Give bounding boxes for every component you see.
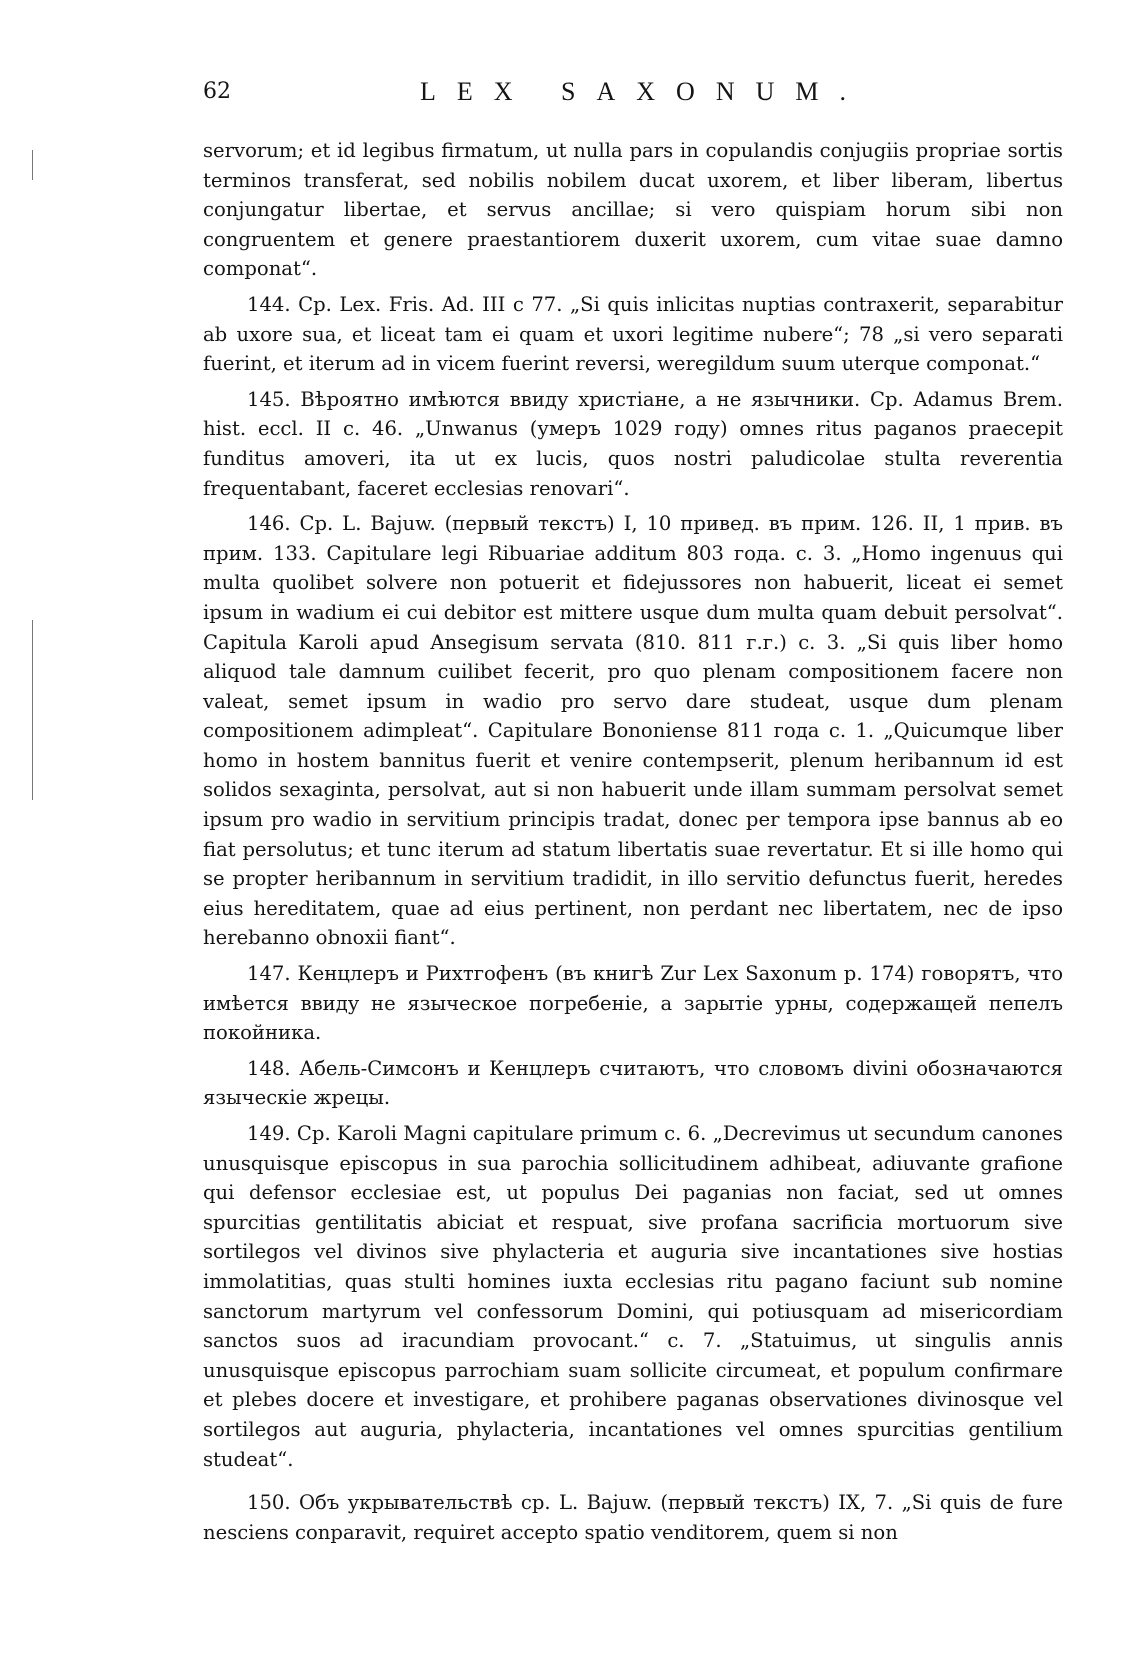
margin-mark-top [32,150,33,180]
page-header [203,74,1063,110]
note-145: 145. Вѣроятно имѣются ввиду христіане, а не язычники. Cp. Adamus Brem. hist. eccl. II c. 46. „Unwanus (умеръ 1029 году) omnes ritus paganos praecepit funditus amoveri, ita ut ex lucis, quos nostri paludicolae stulta reverentia frequentabant, faceret ecclesias renovari“. [203,387,1063,500]
body-text [203,136,1063,1547]
note-147: 147. Кенцлеръ и Рихтгофенъ (въ книгѣ Zur Lex Saxonum p. 174) говорятъ, что имѣется ввиду не языческое погребеніе, а зарытіе урны, содержащей пепелъ покойника. [203,962,1063,1045]
note-148: 148. Абель-Симсонъ и Кенцлеръ считаютъ, что словомъ divini обозначаются языческіе жрецы. [203,1056,1063,1110]
page [203,74,1063,1547]
paragraph-continuation: servorum; et id legibus firmatum, ut nulla pars in copulandis conjugiis propriae sortis terminos transferat, sed nobilis nobilem ducat uxorem, et liber liberam, libertus conjungatur libertae, et servus ancillae; si vero quispiam horum sibi non congruentem et genere praestantiorem duxerit uxorem, cum vitae suae damno componat“. [203,139,1063,281]
note-149: 149. Cp. Karoli Magni capitulare primum c. 6. „Decrevimus ut secundum canones unusquisque episcopus in sua parochia sollicitudinem adhibeat, adiuvante grafione qui defensor ecclesiae est, ut populus Dei paganias non faciat, sed ut omnes spurcitias gentilitatis abiciat et respuat, sive profana sacrificia mortuorum sive sortilegos vel divinos sive phylacteria et auguria sive incantationes sive hostias immolatitias, quas stulti homines iuxta ecclesias ritu pagano faciunt sub nomine sanctorum martyrum vel confessorum Domini, qui potiusquam ad misericordiam sanctos suos ad iracundiam provocant.“ c. 7. „Statuimus, ut singulis annis unusquisque episcopus parrochiam suam sollicite circumeat, et populum confirmare et plebes docere et investigare, et prohibere paganas observationes divinosque vel sortilegos aut auguria, phylacteria, incantationes vel omnes spurcitias gentilium studeat“. [203,1122,1063,1471]
running-title: LEX SAXONUM. [420,77,867,106]
note-144: 144. Cp. Lex. Fris. Ad. III c 77. „Si quis inlicitas nuptias contraxerit, separabitur ab uxore sua, et liceat tam ei quam et uxori legitime nubere“; 78 „si vero separati fuerint, et iterum ad in vicem fuerint reversi, weregildum suum uterque componat.“ [203,292,1063,376]
note-150: 150. Объ укрывательствѣ cp. L. Bajuw. (первый текстъ) IX, 7. „Si quis de fure nesciens conparavit, requiret accepto spatio venditorem, quem si non [203,1491,1063,1544]
note-146: 146. Cp. L. Bajuw. (первый текстъ) I, 10 привед. въ прим. 126. II, 1 прив. въ прим. 133. Capitulare legi Ribuariae additum 803 года. c. 3. „Homo ingenuus qui multa quolibet solvere non potuerit et fidejussores non habuerit, liceat ei semet ipsum in wadium ei cui debitor est mittere usque dum multa quam debuit persolvat“. Capitula Karoli apud Ansegisum servata (810. 811 г.г.) c. 3. „Si quis liber homo aliquod tale damnum cuilibet fecerit, pro quo plenam compositionem facere non valeat, semet ipsum in wadio pro servo dare studeat, usque dum plenam compositionem adimpleat“. Capitulare Bononiense 811 года c. 1. „Quicumque liber homo in hostem bannitus fuerit et venire contempserit, plenum heribannum id est solidos sexaginta, persolvat, aut si non habuerit unde illam summam persolvat semet ipsum pro wadio in servitium principis tradat, donec per tempora ipse bannus ab eo fiat persolutus; et tunc iterum ad statum libertatis suae revertatur. Et si ille homo qui se propter heribannum in servitium tradidit, in illo servitio defunctus fuerit, heredes eius hereditatem, quae ad eius pertinent, non perdant nec libertatem, nec de ipso herebanno obnoxii fiant“. [203,512,1063,950]
page-number: 62 [203,79,231,104]
margin-mark-middle [32,620,33,800]
